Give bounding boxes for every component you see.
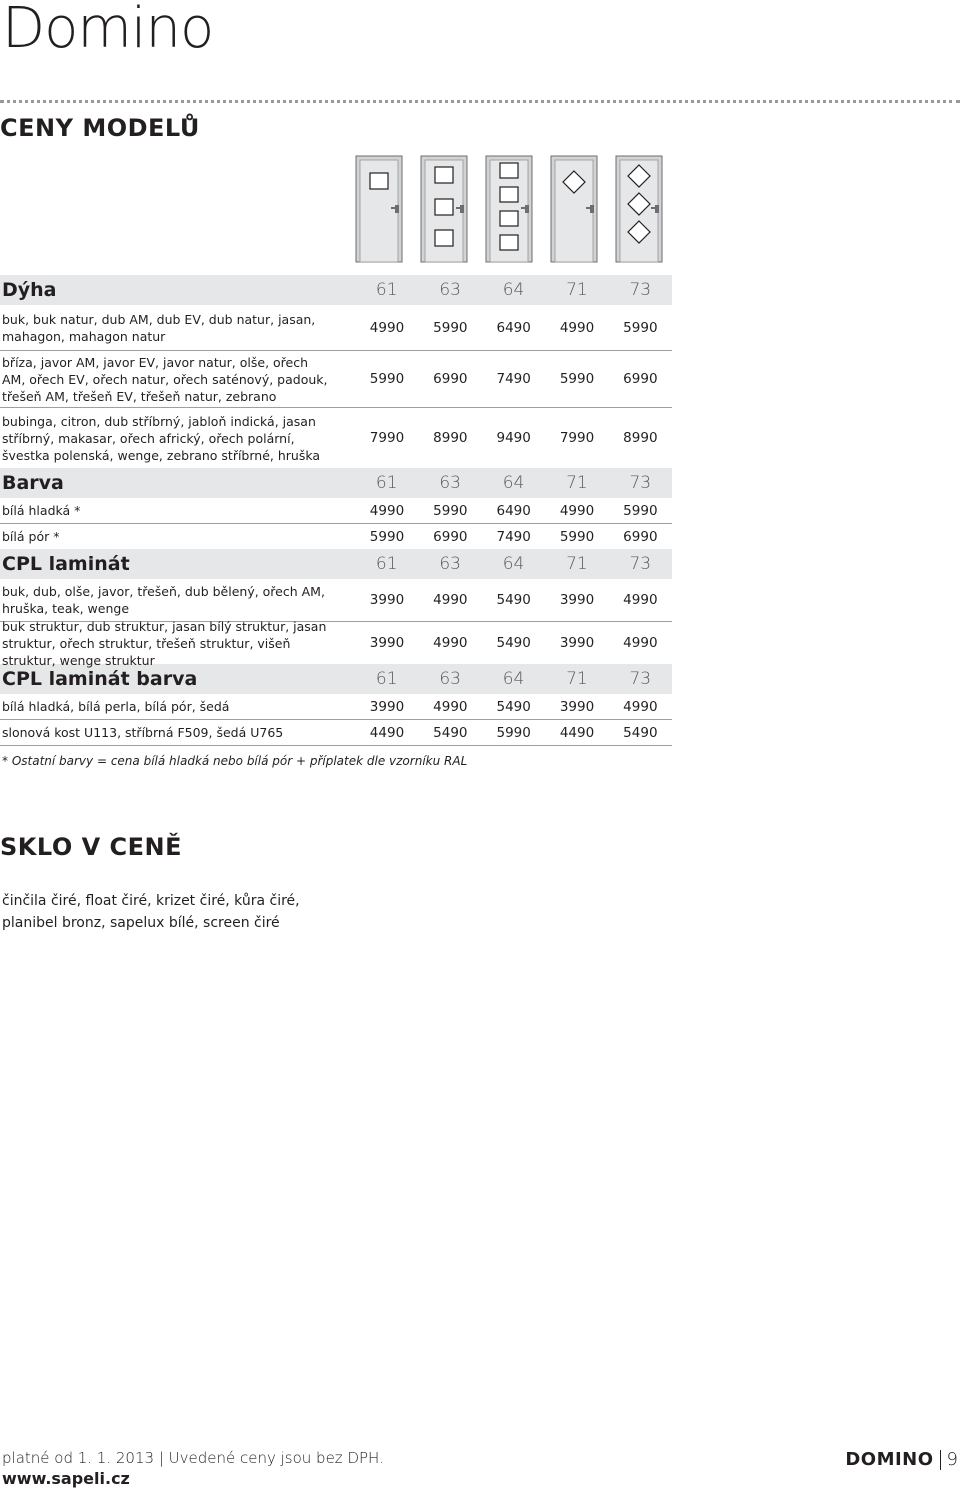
price-cell: 5490 bbox=[496, 698, 531, 715]
model-number: 63 bbox=[439, 554, 461, 574]
door-64-illustration bbox=[485, 155, 533, 263]
price-cell: 7490 bbox=[496, 528, 531, 545]
door-73-illustration bbox=[615, 155, 663, 263]
section-label: CPL laminát barva bbox=[2, 668, 198, 690]
section-header-barva bbox=[0, 468, 672, 498]
brand-separator bbox=[940, 1450, 941, 1470]
price-cell: 6990 bbox=[433, 528, 468, 545]
model-number: 64 bbox=[502, 473, 525, 493]
model-number: 64 bbox=[502, 669, 525, 689]
price-cell: 5490 bbox=[496, 592, 531, 608]
table-row bbox=[0, 618, 672, 668]
page-number: 9 bbox=[946, 1449, 958, 1470]
footer-website[interactable]: www.sapeli.cz bbox=[2, 1469, 130, 1488]
table-row bbox=[0, 720, 672, 746]
price-cell: 5990 bbox=[623, 502, 658, 519]
table-row bbox=[0, 524, 672, 549]
row-description: bílá hladká, bílá perla, bílá pór, šedá bbox=[2, 699, 230, 714]
section-header-cpl-laminat bbox=[0, 549, 672, 579]
price-cell: 5990 bbox=[623, 319, 658, 336]
price-cell: 3990 bbox=[559, 698, 595, 715]
door-63-illustration bbox=[420, 155, 468, 263]
dotted-divider bbox=[0, 100, 960, 103]
price-cell: 3990 bbox=[369, 635, 405, 651]
door-71-illustration bbox=[550, 155, 598, 263]
price-cell: 4990 bbox=[623, 635, 658, 651]
price-cell: 5990 bbox=[433, 502, 468, 519]
glass-line: činčila čiré, float čiré, krizet čiré, kůra čiré, bbox=[2, 893, 300, 909]
price-cell: 4990 bbox=[369, 319, 405, 336]
footer-brand bbox=[845, 1449, 958, 1470]
door-illustrations bbox=[355, 155, 675, 265]
model-number: 61 bbox=[375, 669, 398, 689]
row-description: buk struktur, dub struktur, jasan bílý struktur, jasan struktur, ořech struktur, třešeň struktur, višeň struktur, wenge struktur bbox=[2, 618, 327, 668]
table-row bbox=[0, 498, 672, 524]
model-number: 71 bbox=[566, 473, 588, 493]
model-number: 63 bbox=[439, 280, 461, 300]
price-cell: 4990 bbox=[433, 592, 468, 608]
model-number: 71 bbox=[566, 669, 588, 689]
model-number: 71 bbox=[566, 280, 588, 300]
price-cell: 7990 bbox=[369, 430, 405, 446]
price-cell: 4990 bbox=[623, 698, 658, 715]
price-cell: 3990 bbox=[369, 592, 405, 608]
model-number: 71 bbox=[566, 554, 588, 574]
price-cell: 8990 bbox=[433, 430, 468, 446]
table-row bbox=[0, 351, 672, 408]
price-cell: 4490 bbox=[559, 724, 595, 741]
price-cell: 6490 bbox=[496, 319, 531, 336]
price-cell: 5490 bbox=[433, 724, 468, 741]
row-description: buk, buk natur, dub AM, dub EV, dub natur, jasan, mahagon, mahagon natur bbox=[2, 311, 316, 344]
price-cell: 7990 bbox=[559, 430, 595, 446]
glass-heading: SKLO V CENĚ bbox=[0, 833, 182, 861]
models-heading: CENY MODELŮ bbox=[0, 114, 200, 142]
price-cell: 4990 bbox=[559, 502, 595, 519]
brand-name: DOMINO bbox=[845, 1449, 934, 1470]
section-label: CPL laminát bbox=[2, 553, 130, 575]
row-description: bříza, javor AM, javor EV, javor natur, olše, ořech AM, ořech EV, ořech natur, ořech saténový, padouk, třešeň AM, třešeň EV, třešeň natur, zebrano bbox=[2, 354, 328, 404]
model-number: 64 bbox=[502, 280, 525, 300]
model-number: 73 bbox=[629, 280, 652, 300]
model-number: 61 bbox=[375, 280, 398, 300]
section-label: Dýha bbox=[2, 279, 57, 301]
price-cell: 5990 bbox=[369, 528, 405, 545]
glass-list bbox=[2, 890, 402, 934]
section-header-dyha bbox=[0, 275, 672, 305]
model-number: 73 bbox=[629, 669, 652, 689]
model-number: 61 bbox=[375, 473, 398, 493]
model-number: 64 bbox=[502, 554, 525, 574]
price-table bbox=[0, 275, 672, 746]
row-description: bubinga, citron, dub stříbrný, jabloň indická, jasan stříbrný, makasar, ořech africký, ořech polární, švestka polenská, wenge, zebrano stříbrné, hruška bbox=[2, 413, 321, 463]
model-number: 63 bbox=[439, 473, 461, 493]
price-cell: 8990 bbox=[623, 430, 658, 446]
price-cell: 4490 bbox=[369, 724, 405, 741]
price-cell: 3990 bbox=[559, 635, 595, 651]
price-cell: 5990 bbox=[433, 319, 468, 336]
section-header-cpl-laminat-barva bbox=[0, 664, 672, 694]
price-cell: 7490 bbox=[496, 371, 531, 387]
price-cell: 4990 bbox=[433, 635, 468, 651]
price-cell: 4990 bbox=[369, 502, 405, 519]
price-cell: 4990 bbox=[559, 319, 595, 336]
row-description: bílá pór * bbox=[2, 529, 60, 544]
price-cell: 5990 bbox=[496, 724, 531, 741]
table-row bbox=[0, 305, 672, 351]
section-label: Barva bbox=[2, 472, 64, 494]
price-cell: 9490 bbox=[496, 430, 531, 446]
price-cell: 4990 bbox=[433, 698, 468, 715]
footnote: * Ostatní barvy = cena bílá hladká nebo bílá pór + příplatek dle vzorníku RAL bbox=[2, 754, 468, 768]
model-number: 73 bbox=[629, 473, 652, 493]
footer-validity: platné od 1. 1. 2013 | Uvedené ceny jsou bez DPH. bbox=[2, 1449, 384, 1467]
row-description: bílá hladká * bbox=[2, 503, 81, 518]
price-cell: 3990 bbox=[559, 592, 595, 608]
price-cell: 6990 bbox=[433, 371, 468, 387]
price-cell: 4990 bbox=[623, 592, 658, 608]
price-cell: 5990 bbox=[559, 528, 595, 545]
table-row bbox=[0, 408, 672, 468]
price-cell: 5990 bbox=[559, 371, 595, 387]
row-description: buk, dub, olše, javor, třešeň, dub bělený, ořech AM, hruška, teak, wenge bbox=[2, 584, 325, 616]
price-cell: 6990 bbox=[623, 528, 658, 545]
price-cell: 5990 bbox=[369, 371, 405, 387]
price-cell: 3990 bbox=[369, 698, 405, 715]
model-number: 61 bbox=[375, 554, 398, 574]
price-cell: 6490 bbox=[496, 502, 531, 519]
table-row bbox=[0, 694, 672, 720]
price-cell: 5490 bbox=[496, 635, 531, 651]
model-number: 63 bbox=[439, 669, 461, 689]
price-cell: 6990 bbox=[623, 371, 658, 387]
glass-line: planibel bronz, sapelux bílé, screen čiré bbox=[2, 915, 280, 931]
model-number: 73 bbox=[629, 554, 652, 574]
page-title: Domino bbox=[2, 0, 214, 61]
door-61-illustration bbox=[355, 155, 403, 263]
row-description: slonová kost U113, stříbrná F509, šedá U765 bbox=[2, 725, 284, 740]
price-cell: 5490 bbox=[623, 724, 658, 741]
